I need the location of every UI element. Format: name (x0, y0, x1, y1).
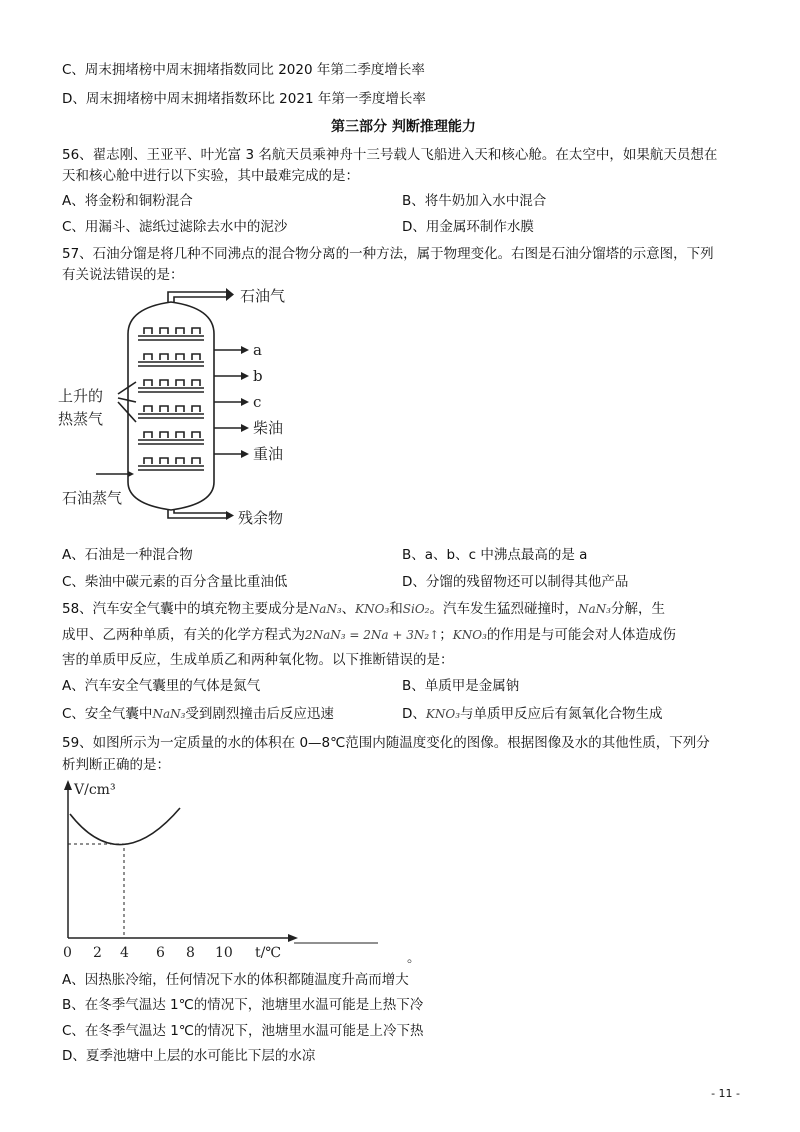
label-rising-2: 热蒸气 (58, 410, 104, 428)
q58-and: 和 (389, 601, 403, 617)
q57-stem-line2: 有关说法错误的是： (62, 267, 184, 283)
label-heavy-oil: 重油 (253, 445, 284, 463)
q58-text-1c: 分解，生 (610, 601, 665, 617)
q59-stem-line2: 析判断正确的是： (62, 757, 170, 773)
formula-kno3-3: KNO₃ (425, 707, 461, 721)
q59-option-d: D、夏季池塘中上层的水可能比下层的水凉 (62, 1048, 316, 1064)
y-axis-label: V/cm³ (74, 782, 116, 798)
page-number: - 11 - (711, 1087, 740, 1100)
volume-temperature-graph (58, 778, 378, 962)
q58-text-2c: 的作用是与可能会对人体造成伤 (486, 627, 676, 643)
minimum-guide-lines (68, 844, 124, 938)
label-diesel: 柴油 (253, 419, 284, 437)
q57-option-b: B、a、b、c 中沸点最高的是 a (402, 547, 588, 563)
formula-sio2: SiO₂ (402, 602, 430, 616)
formula-nan3-2: NaN₃ (578, 602, 611, 616)
q56-stem-line1: 56、翟志刚、王亚平、叶光富 3 名航天员乘神舟十三号载人飞船进入天和核心舱。在太空中，如果航天员想在 (62, 147, 718, 163)
volume-curve (70, 808, 180, 845)
prev-option-d: D、周末拥堵榜中周末拥堵指数环比 2021 年第一季度增长率 (62, 91, 426, 107)
q59-option-b: B、在冬季气温达 1℃的情况下，池塘里水温可能是上热下冷 (62, 997, 424, 1013)
formula-nan3: NaN₃ (308, 602, 342, 616)
q58-text-1b: 。汽车发生猛烈碰撞时， (429, 601, 578, 617)
q58-c-text2: 受到剧烈撞击后反应迅速 (185, 706, 334, 722)
q56-stem-line2: 天和核心舱中进行以下实验，其中最难完成的是： (62, 168, 359, 184)
tick-4: 4 (120, 945, 129, 961)
tick-2: 2 (93, 945, 102, 961)
q56-option-c: C、用漏斗、滤纸过滤除去水中的泥沙 (62, 219, 288, 235)
prev-option-c: C、周末拥堵榜中周末拥堵指数同比 2020 年第二季度增长率 (62, 62, 425, 78)
q58-d-text2: 与单质甲反应后有氮氧化合物生成 (460, 706, 663, 722)
q58-stem-line2 (62, 625, 676, 645)
formula-equation: 2NaN₃ = 2Na + 3N₂↑ (305, 628, 440, 642)
section-title: 第三部分 判断推理能力 (331, 119, 476, 135)
q58-option-b: B、单质甲是金属钠 (402, 678, 520, 694)
q56-option-a: A、将金粉和铜粉混合 (62, 193, 193, 209)
label-petroleum-gas: 石油气 (240, 287, 286, 305)
formula-kno3-2: KNO₃ (452, 628, 487, 642)
x-axis-label: t/℃ (255, 945, 282, 961)
fractionating-tower-diagram (56, 282, 316, 538)
label-a: a (253, 341, 262, 359)
q58-c-text1: C、安全气囊中 (62, 706, 153, 722)
label-b: b (253, 367, 263, 385)
q56-option-b: B、将牛奶加入水中混合 (402, 193, 547, 209)
label-rising-1: 上升的 (58, 387, 104, 405)
q58-text-2a: 成甲、乙两种单质，有关的化学方程式为 (62, 627, 305, 643)
tick-0: 0 (63, 945, 72, 961)
q58-stem-line1 (62, 599, 665, 619)
q57-stem-line1: 57、石油分馏是将几种不同沸点的混合物分离的一种方法，属于物理变化。右图是石油分馏塔的示意图，下列 (62, 246, 714, 262)
q57-option-c: C、柴油中碳元素的百分含量比重油低 (62, 574, 288, 590)
q59-stem-line1: 59、如图所示为一定质量的水的体积在 0—8℃范围内随温度变化的图像。根据图像及水的其他性质，下列分 (62, 735, 710, 751)
q58-stem-line3: 害的单质甲反应，生成单质乙和两种氧化物。以下推断错误的是： (62, 652, 454, 668)
formula-nan3-3: NaN₃ (152, 707, 186, 721)
q58-text-2b: ； (439, 627, 453, 643)
q58-d-text1: D、 (402, 706, 426, 722)
label-c: c (253, 393, 262, 411)
q58-option-a: A、汽车安全气囊里的气体是氮气 (62, 678, 261, 694)
q57-option-d: D、分馏的残留物还可以制得其他产品 (402, 574, 629, 590)
q56-option-d: D、用金属环制作水膜 (402, 219, 534, 235)
q58-option-d (402, 704, 663, 724)
q58-text-1a: 58、汽车安全气囊中的填充物主要成分是 (62, 601, 309, 617)
q58-option-c (62, 704, 334, 724)
tick-8: 8 (186, 945, 195, 961)
formula-kno3: KNO₃ (355, 602, 390, 616)
tick-10: 10 (215, 945, 233, 961)
q57-option-a: A、石油是一种混合物 (62, 547, 193, 563)
q58-sep: 、 (341, 601, 356, 617)
q59-option-a: A、因热胀冷缩，任何情况下水的体积都随温度升高而增大 (62, 972, 409, 988)
label-residue: 残余物 (238, 509, 284, 527)
q59-option-c: C、在冬季气温达 1℃的情况下，池塘里水温可能是上冷下热 (62, 1023, 424, 1039)
blank-period: 。 (407, 950, 421, 966)
tick-6: 6 (156, 945, 165, 961)
label-oil-vapour: 石油蒸气 (62, 489, 123, 507)
